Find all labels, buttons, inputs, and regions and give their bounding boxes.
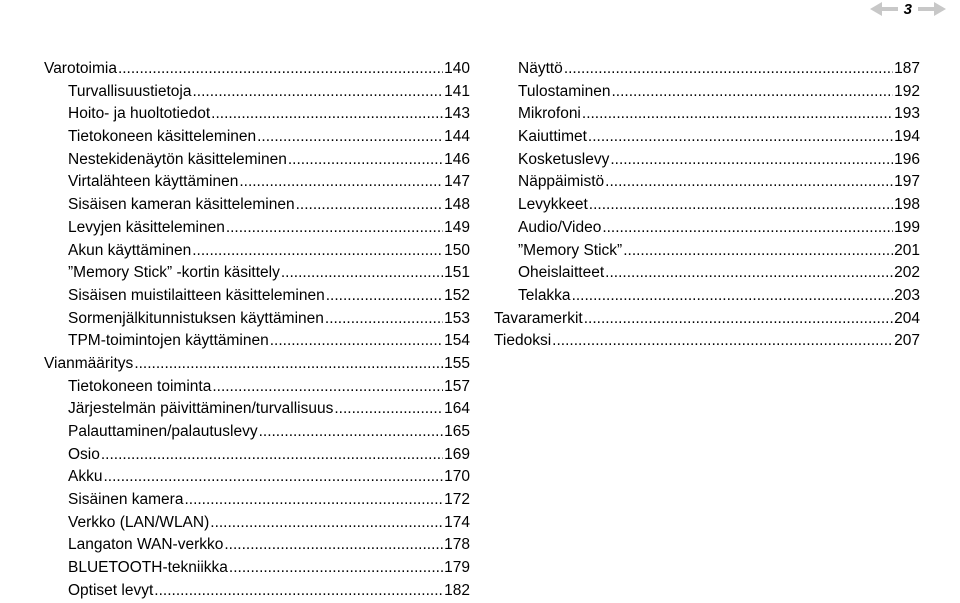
toc-entry-label: Hoito- ja huoltotiedot bbox=[68, 105, 211, 123]
toc-leader-dots bbox=[582, 103, 893, 126]
toc-leader-dots bbox=[212, 376, 443, 399]
toc-entry-label: Langaton WAN-verkko bbox=[68, 536, 224, 554]
toc-entry[interactable] bbox=[494, 58, 920, 81]
toc-entry[interactable] bbox=[494, 330, 920, 353]
toc-leader-dots bbox=[326, 285, 443, 308]
toc-entry-page: 202 bbox=[894, 264, 920, 282]
toc-entry-label: Kaiuttimet bbox=[518, 128, 587, 146]
toc-entry[interactable] bbox=[44, 103, 470, 126]
toc-entry-page: 204 bbox=[894, 309, 920, 327]
toc-entry[interactable] bbox=[494, 240, 920, 263]
toc-entry-page: 157 bbox=[444, 377, 470, 395]
toc-entry[interactable] bbox=[44, 217, 470, 240]
toc-entry-label: Osio bbox=[68, 445, 100, 463]
toc-entry-label: Palauttaminen/palautuslevy bbox=[68, 423, 258, 440]
toc-entry[interactable] bbox=[44, 285, 470, 308]
toc-entry-page: 169 bbox=[444, 445, 470, 463]
toc-entry-label: Levyjen käsitteleminen bbox=[68, 218, 225, 236]
toc-entry-label: Kosketuslevy bbox=[518, 150, 610, 168]
toc-entry[interactable] bbox=[494, 149, 920, 172]
toc-entry-page: 179 bbox=[444, 559, 470, 577]
toc-leader-dots bbox=[589, 194, 893, 217]
toc-entry[interactable] bbox=[44, 308, 470, 331]
toc-leader-dots bbox=[588, 126, 893, 149]
toc-entry-label: Virtalähteen käyttäminen bbox=[68, 173, 239, 191]
toc-leader-dots bbox=[611, 81, 893, 104]
toc-entry[interactable] bbox=[44, 398, 470, 421]
toc-entry-label: Akku bbox=[68, 468, 103, 486]
toc-leader-dots bbox=[192, 240, 443, 263]
toc-entry-page: 194 bbox=[894, 128, 920, 146]
toc-entry[interactable] bbox=[44, 330, 470, 353]
toc-entry-label: BLUETOOTH-tekniikka bbox=[68, 559, 228, 577]
toc-entry-page: 193 bbox=[894, 105, 920, 123]
toc-entry-page: 178 bbox=[444, 536, 470, 554]
toc-entry-page: 172 bbox=[444, 491, 470, 509]
toc-entry[interactable] bbox=[44, 58, 470, 81]
toc-entry-label: Tulostaminen bbox=[518, 82, 611, 100]
toc-entry-label: Sisäisen kameran käsitteleminen bbox=[68, 196, 295, 214]
toc-entry-label: Vianmääritys bbox=[44, 354, 134, 372]
toc-leader-dots bbox=[192, 81, 443, 104]
toc-right-column bbox=[494, 58, 920, 353]
toc-entry-page: 199 bbox=[894, 218, 920, 236]
toc-leader-dots bbox=[184, 489, 443, 512]
toc-leader-dots bbox=[226, 217, 443, 240]
toc-leader-dots bbox=[288, 149, 443, 172]
toc-entry-label: ”Memory Stick” -kortin käsittely bbox=[68, 264, 280, 282]
toc-entry-page: 196 bbox=[894, 150, 920, 168]
toc-entry-label: Akun käyttäminen bbox=[68, 241, 192, 259]
toc-leader-dots bbox=[564, 58, 893, 81]
toc-entry[interactable] bbox=[494, 103, 920, 126]
toc-leader-dots bbox=[134, 353, 443, 376]
toc-entry-page: 207 bbox=[894, 332, 920, 350]
toc-entry-page: 187 bbox=[894, 60, 920, 77]
toc-leader-dots bbox=[572, 285, 894, 308]
toc-leader-dots bbox=[605, 262, 893, 285]
toc-leader-dots bbox=[584, 308, 893, 331]
toc-entry[interactable] bbox=[44, 512, 470, 535]
toc-leader-dots bbox=[224, 534, 443, 557]
toc-entry[interactable] bbox=[44, 489, 470, 512]
toc-leader-dots bbox=[281, 262, 443, 285]
toc-entry-page: 155 bbox=[444, 354, 470, 372]
toc-entry-label: TPM-toimintojen käyttäminen bbox=[68, 332, 269, 350]
toc-leader-dots bbox=[270, 330, 443, 353]
toc-leader-dots bbox=[296, 194, 444, 217]
toc-entry[interactable] bbox=[44, 534, 470, 557]
toc-entry-label: Näppäimistö bbox=[518, 173, 605, 191]
toc-leader-dots bbox=[103, 466, 443, 489]
toc-entry-page: 141 bbox=[444, 82, 470, 100]
toc-entry-label: Sormenjälkitunnistuksen käyttäminen bbox=[68, 309, 324, 327]
toc-entry-page: 149 bbox=[444, 218, 470, 236]
page-number: 3 bbox=[903, 0, 912, 18]
toc-entry-page: 140 bbox=[444, 60, 470, 77]
toc-entry-page: 144 bbox=[444, 128, 470, 146]
toc-leader-dots bbox=[239, 171, 443, 194]
toc-entry[interactable] bbox=[44, 421, 470, 444]
toc-entry-page: 198 bbox=[894, 196, 920, 214]
toc-entry-label: ”Memory Stick” bbox=[518, 241, 623, 259]
toc-leader-dots bbox=[229, 557, 443, 580]
toc-leader-dots bbox=[211, 103, 443, 126]
toc-leader-dots bbox=[334, 398, 443, 421]
toc-entry-label: Järjestelmän päivittäminen/turvallisuus bbox=[68, 400, 334, 418]
toc-leader-dots bbox=[210, 512, 443, 535]
toc-entry[interactable] bbox=[44, 557, 470, 580]
toc-leader-dots bbox=[118, 58, 443, 81]
toc-leader-dots bbox=[325, 308, 443, 331]
toc-entry-label: Tietokoneen toiminta bbox=[68, 377, 212, 395]
toc-entry-page: 152 bbox=[444, 286, 470, 304]
toc-leader-dots bbox=[552, 330, 893, 353]
toc-entry-page: 151 bbox=[444, 264, 470, 282]
toc-entry[interactable] bbox=[44, 149, 470, 172]
toc-entry-page: 201 bbox=[894, 241, 920, 259]
toc-entry[interactable] bbox=[494, 171, 920, 194]
toc-entry[interactable] bbox=[44, 81, 470, 104]
toc-entry-page: 146 bbox=[444, 150, 470, 168]
toc-entry-label: Varotoimia bbox=[44, 60, 117, 77]
toc-leader-dots bbox=[259, 421, 444, 444]
toc-entry-label: Levykkeet bbox=[518, 196, 588, 214]
toc-entry-page: 174 bbox=[444, 513, 470, 531]
toc-entry-label: Audio/Video bbox=[518, 218, 602, 236]
toc-entry[interactable] bbox=[44, 240, 470, 263]
toc-entry[interactable] bbox=[44, 580, 470, 603]
toc-entry-page: 147 bbox=[444, 173, 470, 191]
toc-entry-label: Sisäisen muistilaitteen käsitteleminen bbox=[68, 286, 325, 304]
toc-entry[interactable] bbox=[44, 466, 470, 489]
toc-entry[interactable] bbox=[44, 194, 470, 217]
toc-entry-label: Sisäinen kamera bbox=[68, 491, 184, 509]
toc-entry-page: 197 bbox=[894, 173, 920, 191]
toc-entry[interactable] bbox=[494, 217, 920, 240]
toc-entry[interactable] bbox=[494, 81, 920, 104]
toc-entry-label: Verkko (LAN/WLAN) bbox=[68, 513, 210, 531]
toc-entry[interactable] bbox=[494, 126, 920, 149]
toc-entry-label: Oheislaitteet bbox=[518, 264, 605, 282]
toc-entry[interactable] bbox=[494, 308, 920, 331]
toc-entry[interactable] bbox=[44, 444, 470, 467]
toc-entry-page: 165 bbox=[444, 423, 470, 440]
toc-entry-page: 143 bbox=[444, 105, 470, 123]
toc-entry[interactable] bbox=[494, 262, 920, 285]
toc-entry-page: 154 bbox=[444, 332, 470, 350]
toc-entry[interactable] bbox=[44, 126, 470, 149]
toc-entry[interactable] bbox=[44, 171, 470, 194]
toc-left-column bbox=[44, 58, 470, 603]
toc-entry-page: 203 bbox=[894, 286, 920, 304]
toc-entry[interactable] bbox=[494, 285, 920, 308]
toc-entry-label: Telakka bbox=[518, 286, 571, 304]
toc-entry-page: 170 bbox=[444, 468, 470, 486]
toc-leader-dots bbox=[257, 126, 443, 149]
toc-entry-label: Tavaramerkit bbox=[494, 309, 583, 327]
toc-entry-page: 182 bbox=[444, 581, 470, 599]
toc-leader-dots bbox=[101, 444, 443, 467]
toc-entry-page: 164 bbox=[444, 400, 470, 418]
toc-leader-dots bbox=[154, 580, 443, 603]
toc-entry-label: Tietokoneen käsitteleminen bbox=[68, 128, 257, 146]
toc-leader-dots bbox=[623, 240, 893, 263]
toc-entry-page: 148 bbox=[444, 196, 470, 214]
toc-entry[interactable] bbox=[44, 376, 470, 399]
toc-entry[interactable] bbox=[44, 353, 470, 376]
toc-entry-page: 150 bbox=[444, 241, 470, 259]
toc-entry-label: Optiset levyt bbox=[68, 581, 154, 599]
page-navigation bbox=[766, 0, 960, 18]
toc-entry-label: Nestekidenäytön käsitteleminen bbox=[68, 150, 287, 168]
toc-entry-page: 192 bbox=[894, 82, 920, 100]
toc-entry[interactable] bbox=[494, 194, 920, 217]
toc-entry-label: Turvallisuustietoja bbox=[68, 82, 192, 100]
next-arrow-icon[interactable] bbox=[918, 2, 946, 16]
toc-entry-label: Tiedoksi bbox=[494, 332, 552, 350]
toc-leader-dots bbox=[610, 149, 893, 172]
toc-entry-label: Mikrofoni bbox=[518, 105, 581, 123]
toc-leader-dots bbox=[605, 171, 893, 194]
prev-arrow-icon[interactable] bbox=[870, 2, 898, 16]
toc-leader-dots bbox=[602, 217, 893, 240]
toc-entry-page: 153 bbox=[444, 309, 470, 327]
toc-entry[interactable] bbox=[44, 262, 470, 285]
toc-entry-label: Näyttö bbox=[518, 60, 563, 77]
